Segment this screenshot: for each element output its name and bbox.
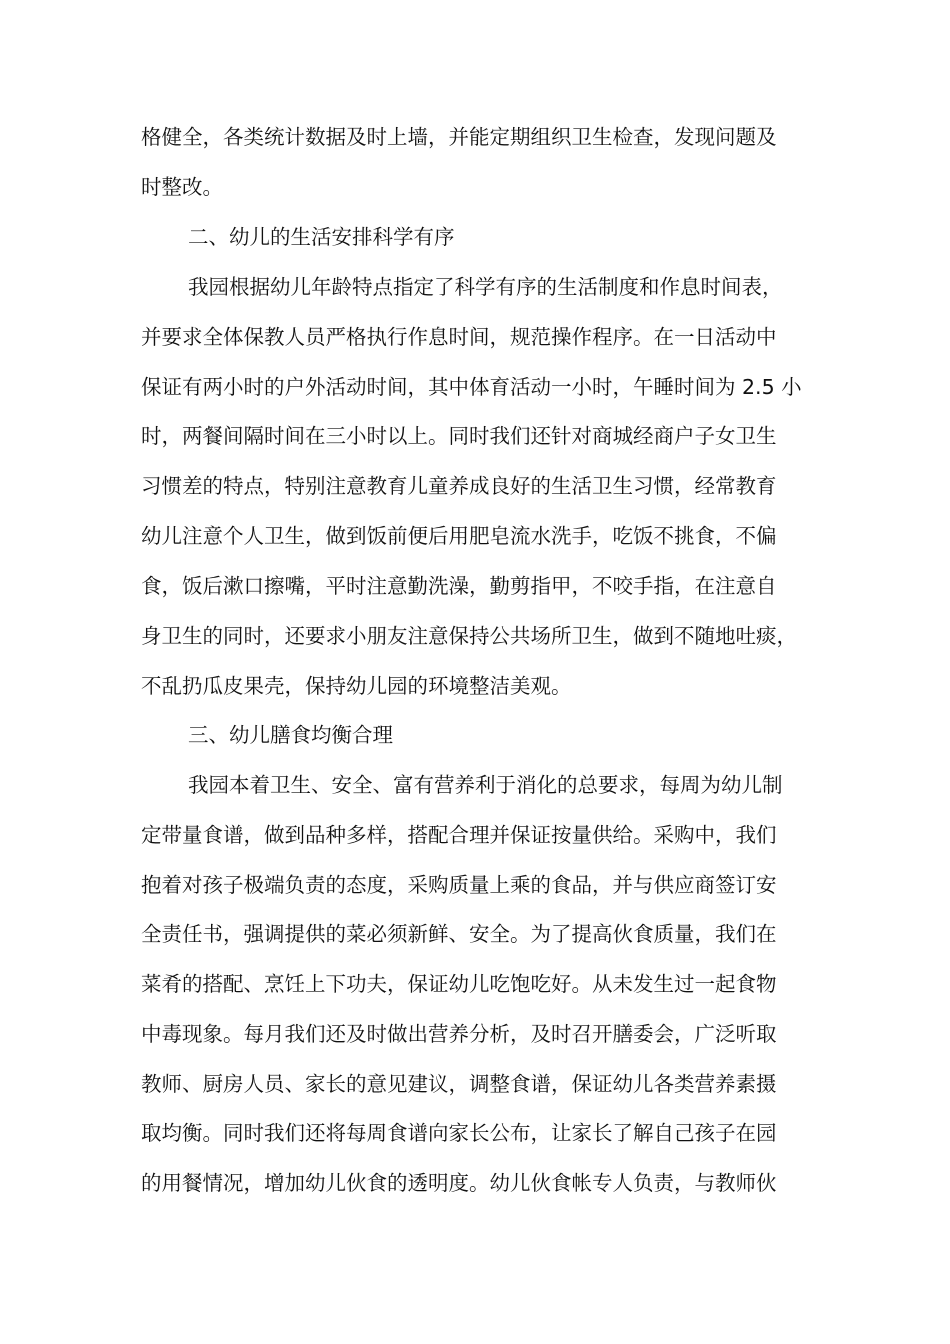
- paragraph-line: 格健全，各类统计数据及时上墙，并能定期组织卫生检查，发现问题及: [141, 125, 777, 149]
- paragraph-line: 我园根据幼儿年龄特点指定了科学有序的生活制度和作息时间表，: [188, 275, 783, 299]
- paragraph-line: 中毒现象。每月我们还及时做出营养分析，及时召开膳委会，广泛听取: [141, 1022, 777, 1046]
- paragraph-line: 身卫生的同时，还要求小朋友注意保持公共场所卫生，做到不随地吐痰，: [141, 624, 797, 648]
- paragraph-line: 时，两餐间隔时间在三小时以上。同时我们还针对商城经商户子女卫生: [141, 424, 777, 448]
- section-heading: 二、幼儿的生活安排科学有序: [188, 225, 455, 249]
- paragraph-line: 保证有两小时的户外活动时间，其中体育活动一小时，午睡时间为 2.5 小: [141, 375, 802, 399]
- paragraph-line: 食，饭后漱口擦嘴，平时注意勤洗澡，勤剪指甲，不咬手指，在注意自: [141, 574, 777, 598]
- paragraph-line: 时整改。: [141, 175, 223, 199]
- paragraph-line: 的用餐情况，增加幼儿伙食的透明度。幼儿伙食帐专人负责，与教师伙: [141, 1171, 777, 1195]
- paragraph-line: 教师、厨房人员、家长的意见建议，调整食谱，保证幼儿各类营养素摄: [141, 1072, 777, 1096]
- paragraph-line: 不乱扔瓜皮果壳，保持幼儿园的环境整洁美观。: [141, 674, 572, 698]
- paragraph-line: 全责任书，强调提供的菜必须新鲜、安全。为了提高伙食质量，我们在: [141, 922, 777, 946]
- paragraph-line: 菜肴的搭配、烹饪上下功夫，保证幼儿吃饱吃好。从未发生过一起食物: [141, 972, 777, 996]
- paragraph-line: 定带量食谱，做到品种多样，搭配合理并保证按量供给。采购中，我们: [141, 823, 777, 847]
- section-heading: 三、幼儿膳食均衡合理: [188, 723, 393, 747]
- paragraph-line: 习惯差的特点，特别注意教育儿童养成良好的生活卫生习惯，经常教育: [141, 474, 777, 498]
- paragraph-line: 并要求全体保教人员严格执行作息时间，规范操作程序。在一日活动中: [141, 325, 777, 349]
- paragraph-line: 幼儿注意个人卫生，做到饭前便后用肥皂流水洗手，吃饭不挑食，不偏: [141, 524, 777, 548]
- paragraph-line: 抱着对孩子极端负责的态度，采购质量上乘的食品，并与供应商签订安: [141, 873, 777, 897]
- paragraph-line: 取均衡。同时我们还将每周食谱向家长公布，让家长了解自己孩子在园: [141, 1121, 777, 1145]
- paragraph-line: 我园本着卫生、安全、富有营养利于消化的总要求，每周为幼儿制: [188, 773, 783, 797]
